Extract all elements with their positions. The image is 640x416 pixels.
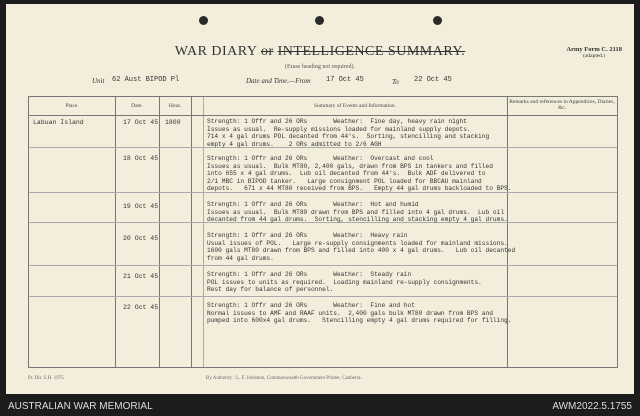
from-value: 17 Oct 45 (326, 76, 364, 84)
erase-note: (Erase heading not required). (285, 64, 355, 70)
col-remarks: Remarks and references to Appendices, Diaries, &c. (509, 99, 615, 111)
col-hour: Hour. (168, 103, 182, 109)
row-date: 19 Oct 45 (123, 203, 159, 210)
row-date: 20 Oct 45 (123, 235, 159, 242)
footer-authority: By Authority : L. F. Johnston, Commonwealth Government Printer, Canberra. (206, 376, 362, 381)
caption-institution: AUSTRALIAN WAR MEMORIAL (8, 401, 153, 412)
footer-left: Pr. Dir. S.H. 1975 (28, 376, 64, 381)
row-date: 17 Oct 45 (123, 119, 159, 126)
row-summary: Strength: 1 Offr and 26 ORs Weather: Overcast and cool Issues as usual. Bulk MT80, 2,400 gals, drawn from BPS in tankers and filled into 655 x 4 gal drums. Lub oil decanted from 44's. Bulk ADF delivered to 2/1 MBC in BIPOD tanker. Large consignment POL loaded for BBCAU mainland depots. 671 x 44 MT80 received from BPS. Empty 44 gal drums backloaded to BPS. (207, 155, 512, 192)
diary-ledger (28, 96, 618, 368)
row-summary: Strength: 1 Offr and 26 ORs Weather: Fine day, heavy rain night Issues as usual. Re-supply missions loaded for mainland supply depots. 714 x 4 gal drums POL decanted from 44's. Sorting, stencilling and stacking empty 4 gal drums. 2 ORs admitted to 2/6 AGH (207, 118, 490, 148)
row-date: 21 Oct 45 (123, 273, 159, 280)
caption-accession: AWM2022.5.1755 (552, 401, 632, 412)
col-date: Date. (131, 103, 143, 109)
col-place: Place. (65, 103, 79, 109)
col-summary: Summary of Events and Information. (313, 103, 397, 109)
diary-sheet (6, 4, 634, 394)
row-date: 18 Oct 45 (123, 155, 159, 162)
row-summary: Strength: 1 Offr and 26 ORs Weather: Fine and hot Normal issues to AMF and RAAF units. 2,400 gals bulk MT80 drawn from BPS and pumped into 600x4 gal drums. Stencilling empty 4 gal drums required for filling. (207, 302, 512, 324)
unit-value: 62 Aust BIPOD Pl (112, 76, 180, 84)
form-number: Army Form C. 2118 (adapted.) (566, 46, 622, 59)
row-summary: Strength: 1 Offr and 26 ORs Weather: Heavy rain Usual issues of POL. Large re-supply consignments loaded for mainland missions. 1600 gals MT80 drawn from BPS and filled into 400 x 4 gal drums. Lub oil decanted from 44 gal drums. (207, 232, 516, 262)
row-summary: Strength: 1 Offr and 26 ORs Weather: Steady rain POL issues to units as required. Loading mainland re-supply consignments. Rest day for balance of personnel. (207, 271, 482, 293)
page-title: WAR DIARY or INTELLIGENCE SUMMARY. (174, 44, 466, 59)
row-summary: Strength: 1 Offr and 26 ORs Weather: Hot and humid Issues as usual. Bulk MT80 drawn from BPS and filled into 4 gal drums. Lub oil decanted from 44 gal drums. Sorting, stencilling and stacking empty 4 gal drums. (207, 201, 508, 223)
punch-hole (433, 16, 442, 25)
to-value: 22 Oct 45 (414, 76, 452, 84)
row-hour: 1800 (165, 119, 181, 126)
punch-hole (199, 16, 208, 25)
row-place: Labuan Island (33, 119, 84, 126)
punch-hole (315, 16, 324, 25)
row-date: 22 Oct 45 (123, 304, 159, 311)
unit-date-line: Unit 62 Aust BIPOD Pl Date and Time.—From 17 Oct 45 To 22 Oct 45 (92, 76, 452, 86)
